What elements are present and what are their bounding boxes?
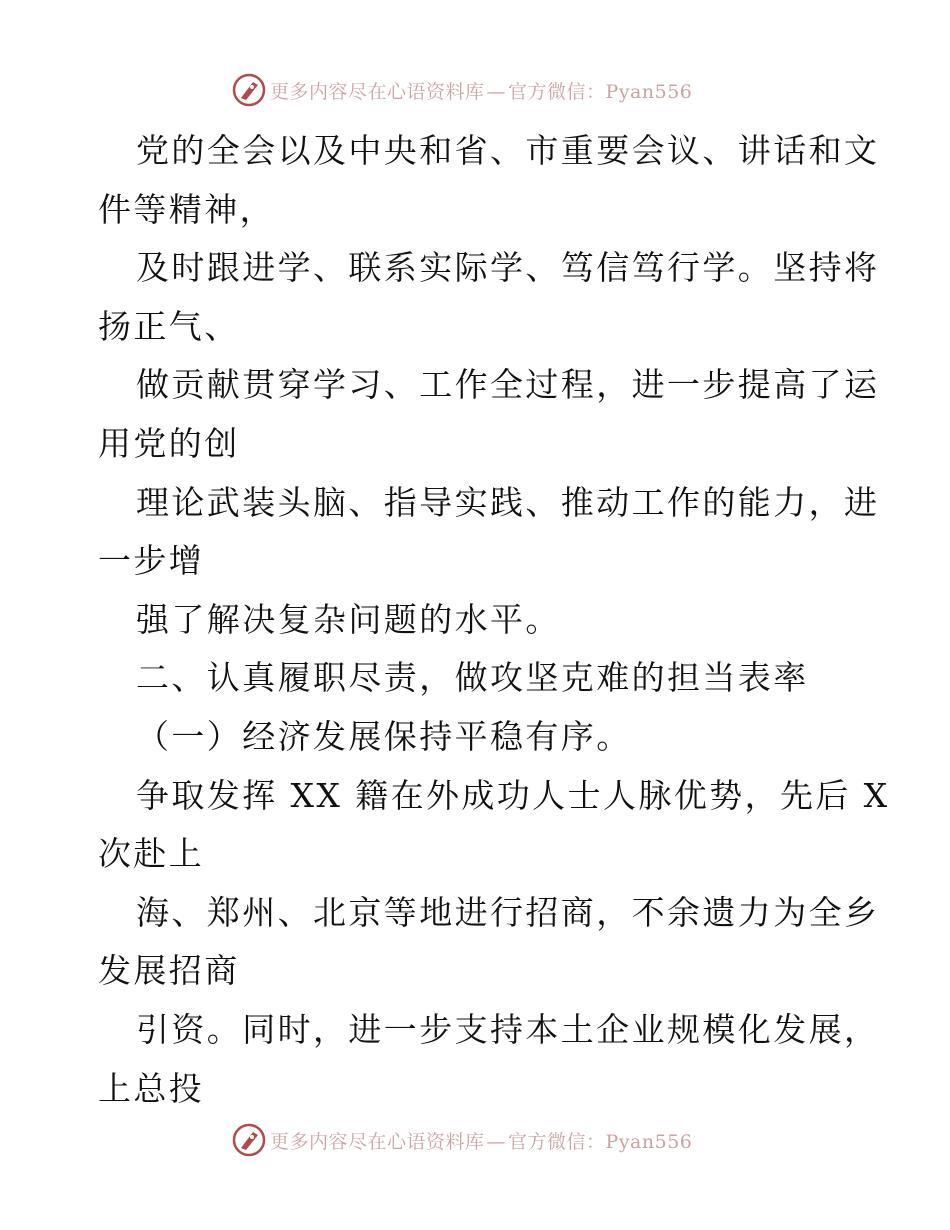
text-line: 用党的创 [98, 423, 240, 463]
watermark-text: 更多内容尽在心语资料库 — 官方微信：Pyan556 [270, 1130, 693, 1153]
text-line: 次赴上 [98, 834, 205, 874]
text-line: 做贡献贯穿学习、工作全过程，进一步提高了运 [136, 365, 880, 405]
text-line: 扬正气、 [98, 306, 240, 346]
pen-nib-logo-icon [232, 73, 266, 107]
text-line: 理论武装头脑、指导实践、推动工作的能力，进 [136, 482, 880, 522]
text-line: 及时跟进学、联系实际学、笃信笃行学。坚持将 [136, 248, 880, 288]
watermark-footer [232, 1120, 692, 1160]
text-line: 发展招商 [98, 951, 240, 991]
subsection-heading: （一）经济发展保持平稳有序。 [136, 716, 632, 756]
text-line: 引资。同时，进一步支持本土企业规模化发展， [136, 1009, 880, 1049]
text-line: 上总投 [98, 1068, 205, 1108]
section-heading: 二、认真履职尽责，做攻坚克难的担当表率 [136, 658, 809, 698]
text-line: 强了解决复杂问题的水平。 [136, 599, 561, 639]
text-line: 党的全会以及中央和省、市重要会议、讲话和文 [136, 131, 880, 170]
watermark-text: 更多内容尽在心语资料库 — 官方微信：Pyan556 [270, 80, 693, 103]
pen-nib-logo-icon [232, 1123, 266, 1157]
watermark-header [232, 70, 692, 110]
text-line: 争取发挥 XX 籍在外成功人士人脉优势，先后 X [136, 775, 890, 815]
text-line: 一步增 [98, 541, 205, 581]
text-line: 海、郑州、北京等地进行招商，不余遗力为全乡 [136, 892, 880, 932]
body-text [98, 122, 890, 1118]
text-line: 件等精神， [98, 189, 275, 229]
